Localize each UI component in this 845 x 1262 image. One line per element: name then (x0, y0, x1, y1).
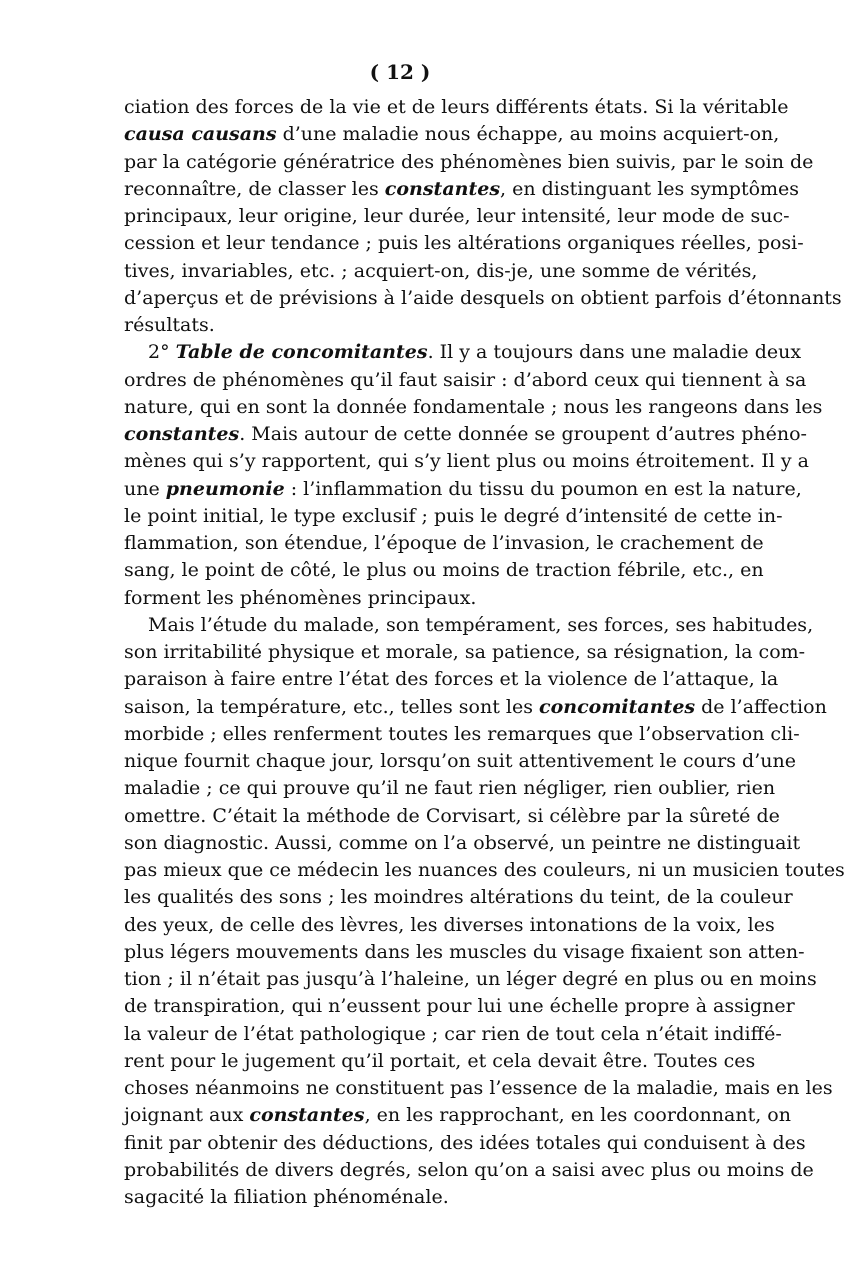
text-run: nique fournit chaque jour, lorsqu’on suit attentivement le cours d’une (124, 750, 796, 772)
text-run: finit par obtenir des déductions, des idées totales qui conduisent à des (124, 1131, 806, 1154)
text-run: résultats. (124, 314, 215, 336)
text-run: paraison à faire entre l’état des forces et la violence de l’attaque, la (124, 668, 779, 691)
paragraph (124, 612, 845, 1212)
text-line (124, 394, 823, 421)
text-run: des yeux, de celle des lèvres, les diverses intonations de la voix, les (124, 913, 775, 936)
paragraph (124, 339, 823, 612)
text-run: son diagnostic. Aussi, comme on l’a observé, un peintre ne distinguait (124, 831, 801, 854)
text-run: sagacité la filiation phénoménale. (124, 1186, 449, 1208)
text-line (124, 94, 789, 121)
text-line (124, 884, 793, 911)
emphasized-term: causa causans (124, 123, 277, 146)
text-line (124, 1184, 680, 1211)
emphasized-term: constantes (249, 1104, 365, 1127)
text-run: de l’affection (695, 695, 827, 718)
text-line (124, 639, 806, 666)
emphasized-term: constantes (384, 177, 501, 200)
text-run: les qualités des sons ; les moindres altérations du teint, de la couleur (124, 886, 793, 909)
text-line (124, 448, 809, 475)
text-run: sang, le point de côté, le plus ou moins de traction fébrile, etc., en (124, 559, 764, 582)
text-line (124, 1102, 791, 1129)
emphasized-term: pneumonie (165, 477, 285, 500)
text-line (124, 775, 776, 802)
text-line (124, 857, 845, 884)
text-line (124, 966, 817, 993)
text-run: , en distinguant les symptômes (500, 177, 800, 200)
text-run: flammation, son étendue, l’époque de l’invasion, le crachement de (124, 532, 764, 554)
text-line (124, 912, 775, 939)
text-run: choses néanmoins ne constituent pas l’essence de la maladie, mais en les (124, 1077, 833, 1099)
text-line (124, 176, 800, 203)
text-run: maladie ; ce qui prouve qu’il ne faut rien négliger, rien oublier, rien (124, 777, 776, 800)
text-line (124, 666, 779, 693)
text-line (124, 121, 780, 148)
text-run: reconnaître, de classer les (124, 177, 385, 200)
text-run: . Il y a toujours dans une maladie deux (427, 341, 802, 364)
text-line (124, 694, 827, 721)
text-run: pas mieux que ce médecin les nuances des couleurs, ni un musicien toutes (124, 859, 845, 881)
text-line (124, 203, 790, 230)
text-line (124, 367, 807, 394)
text-run: morbide ; elles renferment toutes les remarques que l’observation cli- (124, 722, 800, 745)
text-run: . Mais autour de cette donnée se groupent d’autres phéno- (239, 423, 807, 445)
text-line (124, 285, 842, 312)
text-run: joignant aux (124, 1104, 250, 1127)
text-run: , en les rapprochant, en les coordonnant, on (364, 1104, 791, 1127)
text-line (124, 230, 804, 257)
text-run: une (124, 477, 166, 500)
page-number: ( 12 ) (369, 60, 431, 84)
text-line (124, 1130, 806, 1157)
text-line (124, 721, 800, 748)
text-run: de transpiration, qui n’eussent pour lui une échelle propre à assigner (124, 995, 795, 1018)
text-run: mènes qui s’y rapportent, qui s’y lient plus ou moins étroitement. Il y a (124, 450, 809, 473)
text-run: cession et leur tendance ; puis les altérations organiques réelles, posi- (124, 232, 804, 255)
text-line (124, 830, 801, 857)
text-line (124, 339, 802, 366)
emphasized-term: concomitantes (539, 695, 696, 718)
text-run: d’aperçus et de prévisions à l’aide desquels on obtient parfois d’étonnants (124, 286, 842, 309)
text-run: d’une maladie nous échappe, au moins acquiert-on, (276, 123, 780, 146)
text-line (124, 557, 764, 584)
text-line (124, 1048, 756, 1075)
emphasized-term: constantes (124, 423, 240, 445)
text-run: son irritabilité physique et morale, sa patience, sa résignation, la com- (124, 641, 806, 663)
text-line (124, 1075, 833, 1102)
text-run: tives, invariables, etc. ; acquiert-on, dis-je, une somme de vérités, (124, 259, 758, 282)
text-run: probabilités de divers degrés, selon qu’on a saisi avec plus ou moins de (124, 1158, 814, 1181)
text-run: : l’inflammation du tissu du poumon en est la nature, (284, 477, 802, 500)
paragraph (124, 94, 842, 339)
text-run: le point initial, le type exclusif ; puis le degré d’intensité de cette in- (124, 504, 783, 527)
text-run: par la catégorie génératrice des phénomènes bien suivis, par le soin de (124, 150, 814, 173)
text-line (124, 312, 680, 339)
text-line (124, 1157, 814, 1184)
text-run: rent pour le jugement qu’il portait, et cela devait être. Toutes ces (124, 1049, 756, 1072)
text-run: Mais l’étude du malade, son tempérament, ses forces, ses habitudes, (148, 613, 814, 636)
text-run: omettre. C’était la méthode de Corvisart, si célèbre par la sûreté de (124, 804, 780, 827)
text-run: ciation des forces de la vie et de leurs différents états. Si la véritable (124, 96, 789, 118)
body-text (124, 94, 845, 1211)
text-run: 2° (148, 341, 176, 364)
text-line (124, 748, 796, 775)
text-line (124, 803, 780, 830)
text-run: forment les phénomènes principaux. (124, 586, 477, 609)
text-line (124, 585, 680, 612)
text-line (124, 530, 764, 557)
text-run: la valeur de l’état pathologique ; car rien de tout cela n’était indiffé- (124, 1022, 782, 1045)
text-line (124, 993, 795, 1020)
text-run: tion ; il n’était pas jusqu’à l’haleine, un léger degré en plus ou en moins (124, 968, 817, 990)
text-line (124, 476, 802, 503)
text-run: plus légers mouvements dans les muscles du visage fixaient son atten- (124, 940, 805, 963)
text-line (124, 939, 805, 966)
text-run: ordres de phénomènes qu’il faut saisir : d’abord ceux qui tiennent à sa (124, 368, 807, 391)
text-line (124, 149, 814, 176)
text-run: nature, qui en sont la donnée fondamentale ; nous les rangeons dans les (124, 395, 823, 418)
text-line (124, 258, 758, 285)
text-run: principaux, leur origine, leur durée, leur intensité, leur mode de suc- (124, 205, 790, 227)
text-line (124, 503, 783, 530)
emphasized-term: Table de concomitantes (175, 341, 428, 364)
text-line (124, 421, 807, 448)
text-line (124, 1021, 782, 1048)
text-run: saison, la température, etc., telles sont les (124, 695, 540, 718)
text-line (124, 612, 814, 639)
